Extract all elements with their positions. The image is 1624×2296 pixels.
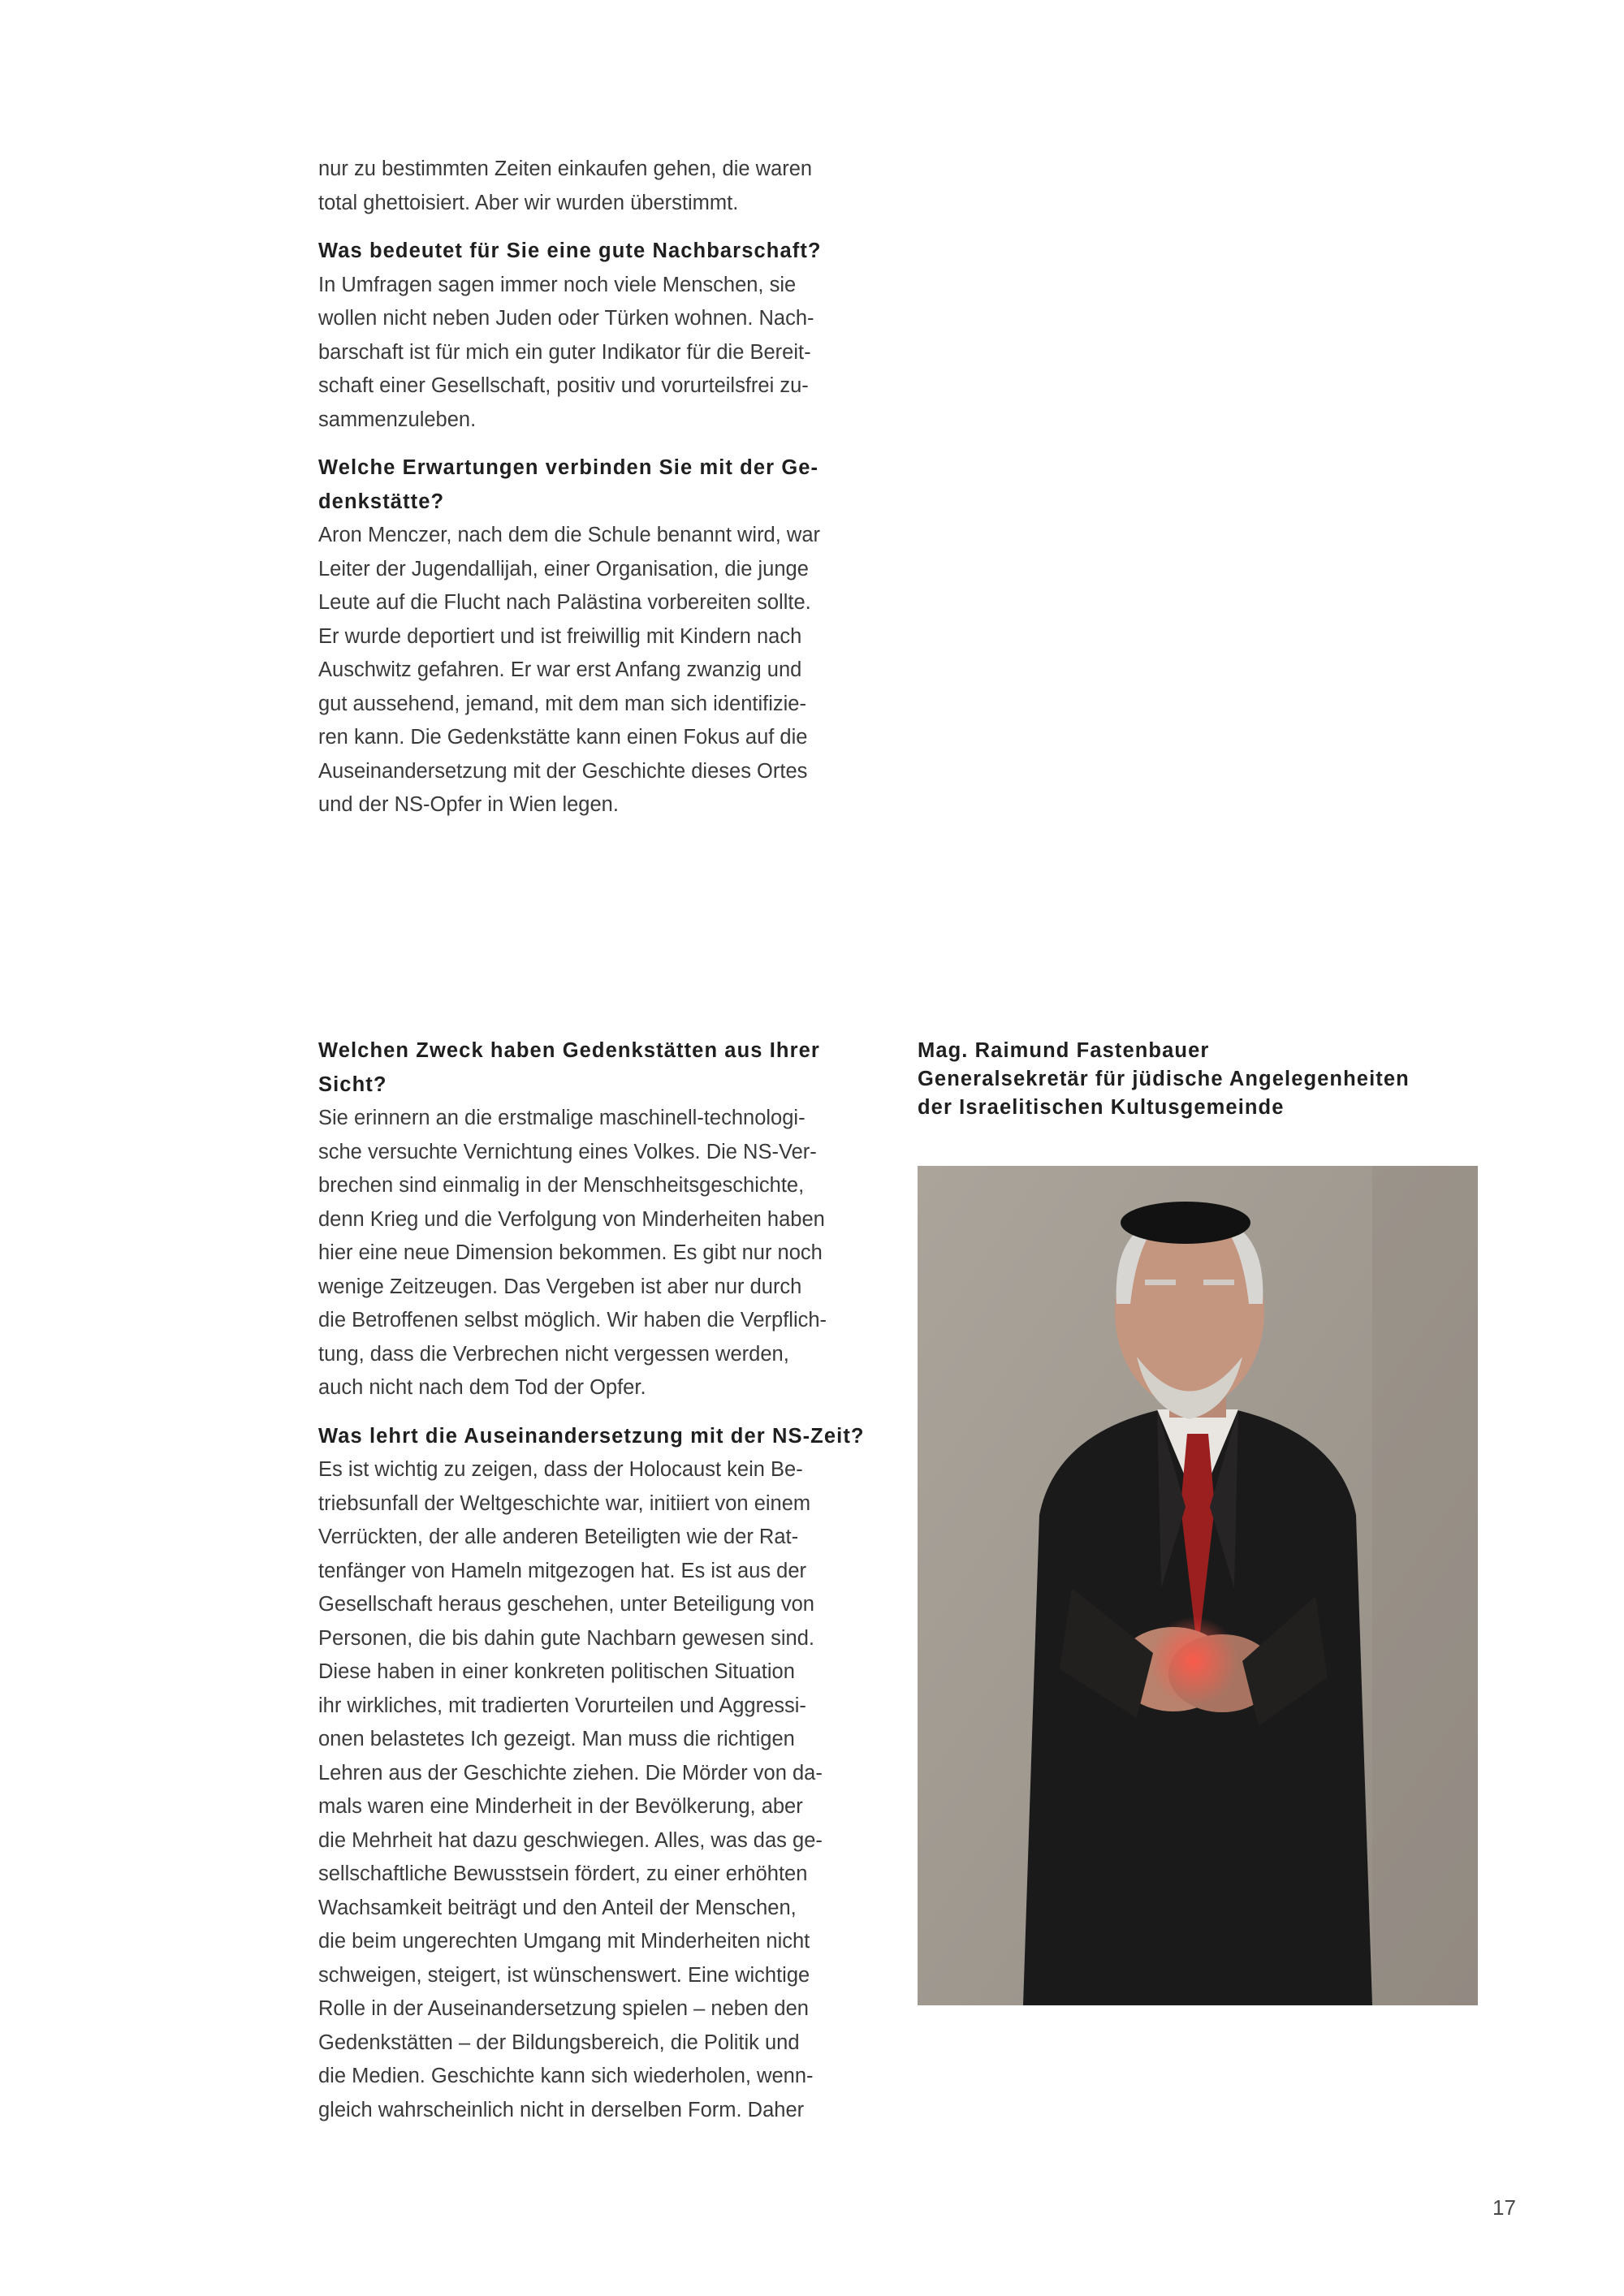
question-heading: Was bedeutet für Sie eine gute Nachbarschaft? (318, 240, 822, 262)
continuation-text: nur zu bestimmten Zeiten einkaufen gehen, die waren total ghettoisiert. Aber wir wurden überstimmt. (318, 158, 813, 214)
answer-text: Aron Menczer, nach dem die Schule benannt wird, war Leiter der Jugendallijah, einer Organisation, die junge Leute auf die Flucht nach Palästina vorbereiten sollte. Er wurde deportiert und ist freiwillig mit Kindern nach Auschwitz gefahren. Er war erst Anfang zwanzig und gut aussehend, jemand, mit dem man sich identifizie- ren kann. Die Gedenkstätte kann einen Fokus auf die Auseinandersetzung mit der Geschichte dieses Ortes und der NS-Opfer in Wien legen. (318, 524, 821, 816)
page-number: 17 (1492, 2195, 1516, 2220)
caption-role: Generalsekretär für jüdische Angelegenheiten (918, 1068, 1410, 1090)
question-heading: Was lehrt die Auseinandersetzung mit der NS-Zeit? (318, 1424, 865, 1448)
qa-expectations (318, 451, 887, 822)
caption-name: Mag. Raimund Fastenbauer (918, 1039, 1210, 1062)
qa-purpose (318, 1034, 887, 1405)
answer-text: Sie erinnern an die erstmalige maschinell-technologi- sche versuchte Vernichtung eines Volkes. Die NS-Ver- brechen sind einmalig in der Menschheitsgeschichte, denn Krieg und die Verfolgung von Minderheiten haben hier eine neue Dimension bekommen. Es gibt nur noch wenige Zeitzeugen. Das Vergeben ist aber nur durch die Betroffenen selbst möglich. Wir haben die Verpflich- tung, dass die Verbrechen nicht vergessen werden, auch nicht nach dem Tod der Opfer. (318, 1107, 827, 1399)
qa-lessons (318, 1420, 887, 2128)
portrait-photo (918, 1166, 1478, 2005)
bottom-text-column (318, 1034, 887, 2142)
top-text-column (318, 153, 887, 837)
question-heading: Welchen Zweck haben Gedenkstätten aus Ihrer Sicht? (318, 1039, 820, 1096)
qa-neighbourhood (318, 235, 887, 437)
portrait-illustration (918, 1166, 1478, 2005)
portrait-caption (918, 1037, 1486, 1122)
question-heading: Welche Erwartungen verbinden Sie mit der Ge- denkstätte? (318, 456, 819, 513)
continuation-paragraph (318, 153, 887, 220)
caption-organisation: der Israelitischen Kultusgemeinde (918, 1096, 1285, 1119)
answer-text: Es ist wichtig zu zeigen, dass der Holocaust kein Be- triebsunfall der Weltgeschichte war, initiiert von einem Verrückten, der alle anderen Beteiligten wie der Rat- tenfänger von Hameln mitgezogen hat. Es ist aus der Gesellschaft heraus geschehen, unter Beteiligung von Personen, die bis dahin gute Nachbarn gewesen sind. Diese haben in einer konkreten politischen Situation ihr wirkliches, mit tradierten Vorurteilen und Aggressi- onen belastetes Ich gezeigt. Man muss die richtigen Lehren aus der Geschichte ziehen. Die Mörder von da- mals waren eine Minderheit in der Bevölkerung, aber die Mehrheit hat dazu geschwiegen. Alles, was das ge- sellschaftliche Bewusstsein fördert, zu einer erhöhten Wachsamkeit beiträgt und den Anteil der Menschen, die beim ungerechten Umgang mit Minderheiten nicht schweigen, steigert, ist wünschenswert. Eine wichtige Rolle in der Auseinandersetzung spielen – neben den Gedenkstätten – der Bildungsbereich, die Politik und die Medien. Geschichte kann sich wiederholen, wenn- gleich wahrscheinlich nicht in derselben Form. Daher (318, 1458, 823, 2121)
answer-text: In Umfragen sagen immer noch viele Menschen, sie wollen nicht neben Juden oder Türken wohnen. Nach- barschaft ist für mich ein guter Indikator für die Bereit- schaft einer Gesellschaft, positiv und vorurteilsfrei zu- sammenzuleben. (318, 273, 814, 431)
